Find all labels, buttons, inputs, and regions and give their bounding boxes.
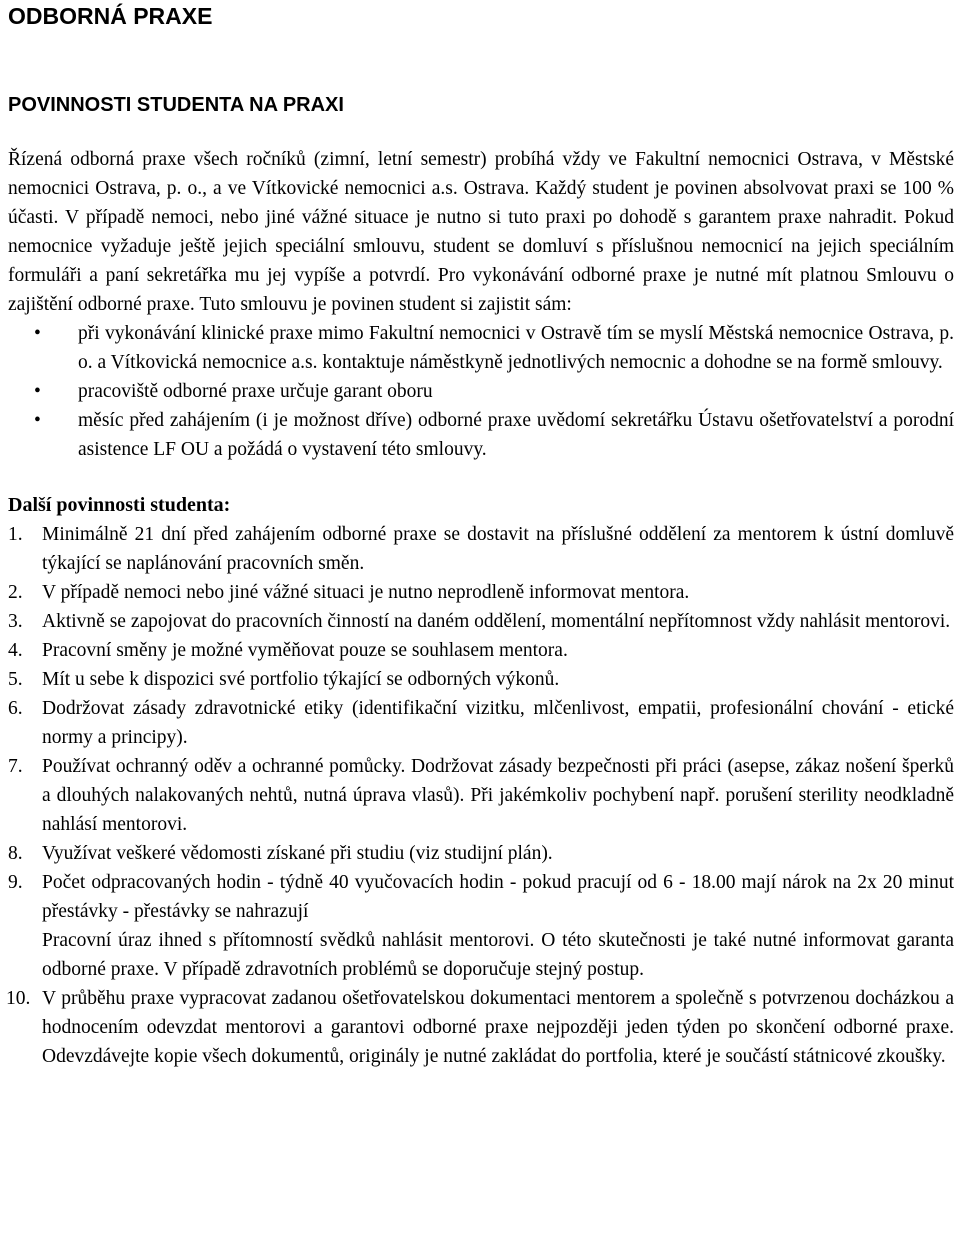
bullet-list — [8, 319, 954, 464]
bullet-icon: • — [34, 410, 41, 431]
duty-item — [8, 520, 954, 578]
duty-number: 9. — [8, 872, 23, 893]
duty-number: 7. — [8, 756, 23, 777]
bullet-text: při vykonávání klinické praxe mimo Fakultní nemocnici v Ostravě tím se myslí Městská nemocnice Ostrava, p. o. a Vítkovická nemocnice a.s. kontaktuje náměstkyně jednotlivých nemocnic a dohodne se na formě smlouvy. — [78, 323, 954, 373]
duty-item — [8, 984, 954, 1071]
duty-text: Mít u sebe k dispozici své portfolio týkající se odborných výkonů. — [42, 669, 560, 690]
duty-item — [8, 839, 954, 868]
duty-text: Minimálně 21 dní před zahájením odborné praxe se dostavit na příslušné oddělení za mentorem k ústní domluvě týkající se naplánování pracovních směn. — [42, 524, 954, 574]
duty-number: 1. — [8, 524, 23, 545]
bullet-item — [8, 319, 954, 377]
duty-item — [8, 694, 954, 752]
duty-item — [8, 607, 954, 636]
duty-text: Používat ochranný oděv a ochranné pomůcky. Dodržovat zásady bezpečnosti při práci (asepse, zákaz nošení šperků a dlouhých nalakovaných nehtů, nutná úprava vlasů). Při jakémkoliv pochybení např. porušení sterility neodkladně nahlásí mentorovi. — [42, 756, 954, 835]
duty-item — [8, 578, 954, 607]
duty-text: Dodržovat zásady zdravotnické etiky (identifikační vizitku, mlčenlivost, empatii, profesionální chování - etické normy a principy). — [42, 698, 954, 748]
document-title: ODBORNÁ PRAXE — [8, 3, 213, 29]
bullet-icon: • — [34, 381, 41, 402]
duties-heading: Další povinnosti studenta: — [8, 494, 231, 516]
duty-item — [8, 665, 954, 694]
duty-number: 4. — [8, 640, 23, 661]
duty-item — [8, 868, 954, 984]
bullet-item — [8, 377, 954, 406]
duty-text: Aktivně se zapojovat do pracovních činností na daném oddělení, momentální nepřítomnost vždy nahlásit mentorovi. — [42, 611, 951, 632]
duty-item — [8, 752, 954, 839]
intro-paragraph: Řízená odborná praxe všech ročníků (zimní, letní semestr) probíhá vždy ve Fakultní nemocnici Ostrava, v Městské nemocnici Ostrava, p. o., a ve Vítkovické nemocnici a.s. Ostrava. Každý student je povinen absolvovat praxi se 100 % účasti. V případě nemoci, nebo jiné vážné situace je nutno si tuto praxi po dohodě s garantem praxe nahradit. Pokud nemocnice vyžaduje ještě jejich speciální smlouvu, student se domluví s příslušnou nemocnicí na jejich speciálním formuláři a paní sekretářka mu jej vypíše a potvrdí. Pro vykonávání odborné praxe je nutné mít platnou Smlouvu o zajištění odborné praxe. Tuto smlouvu je povinen student si zajistit sám: — [8, 149, 954, 315]
duty-text: Využívat veškeré vědomosti získané při studiu (viz studijní plán). — [42, 843, 553, 864]
duty-number: 6. — [8, 698, 23, 719]
duty-text: V průběhu praxe vypracovat zadanou ošetřovatelskou dokumentaci mentorem a společně s potvrzenou docházkou a hodnocením odevzdat mentorovi a garantovi odborné praxe nejpozději jeden týden po skončení odborné praxe. Odevzdávejte kopie všech dokumentů, originály je nutné zakládat do portfolia, které je součástí státnicové zkoušky. — [42, 988, 954, 1067]
duty-item — [8, 636, 954, 665]
bullet-item — [8, 406, 954, 464]
duty-number: 2. — [8, 582, 23, 603]
duty-text: V případě nemoci nebo jiné vážné situaci je nutno neprodleně informovat mentora. — [42, 582, 690, 603]
duty-number: 10. — [6, 988, 31, 1009]
bullet-text: měsíc před zahájením (i je možnost dříve) odborné praxe uvědomí sekretářku Ústavu ošetřovatelství a porodní asistence LF OU a požádá o vystavení této smlouvy. — [78, 410, 954, 460]
section-subtitle: POVINNOSTI STUDENTA NA PRAXI — [8, 94, 344, 116]
duties-list — [8, 520, 954, 1071]
duty-number: 3. — [8, 611, 23, 632]
duty-number: 8. — [8, 843, 23, 864]
duty-extra-text: Pracovní úraz ihned s přítomností svědků nahlásit mentorovi. O této skutečnosti je také nutné informovat garanta odborné praxe. V případě zdravotních problémů se doporučuje stejný postup. — [42, 930, 954, 980]
duty-number: 5. — [8, 669, 23, 690]
bullet-icon: • — [34, 323, 41, 344]
duty-text: Pracovní směny je možné vyměňovat pouze se souhlasem mentora. — [42, 640, 568, 661]
duty-text: Počet odpracovaných hodin - týdně 40 vyučovacích hodin - pokud pracují od 6 - 18.00 mají nárok na 2x 20 minut přestávky - přestávky se nahrazují — [42, 872, 954, 922]
bullet-text: pracoviště odborné praxe určuje garant oboru — [78, 381, 433, 402]
